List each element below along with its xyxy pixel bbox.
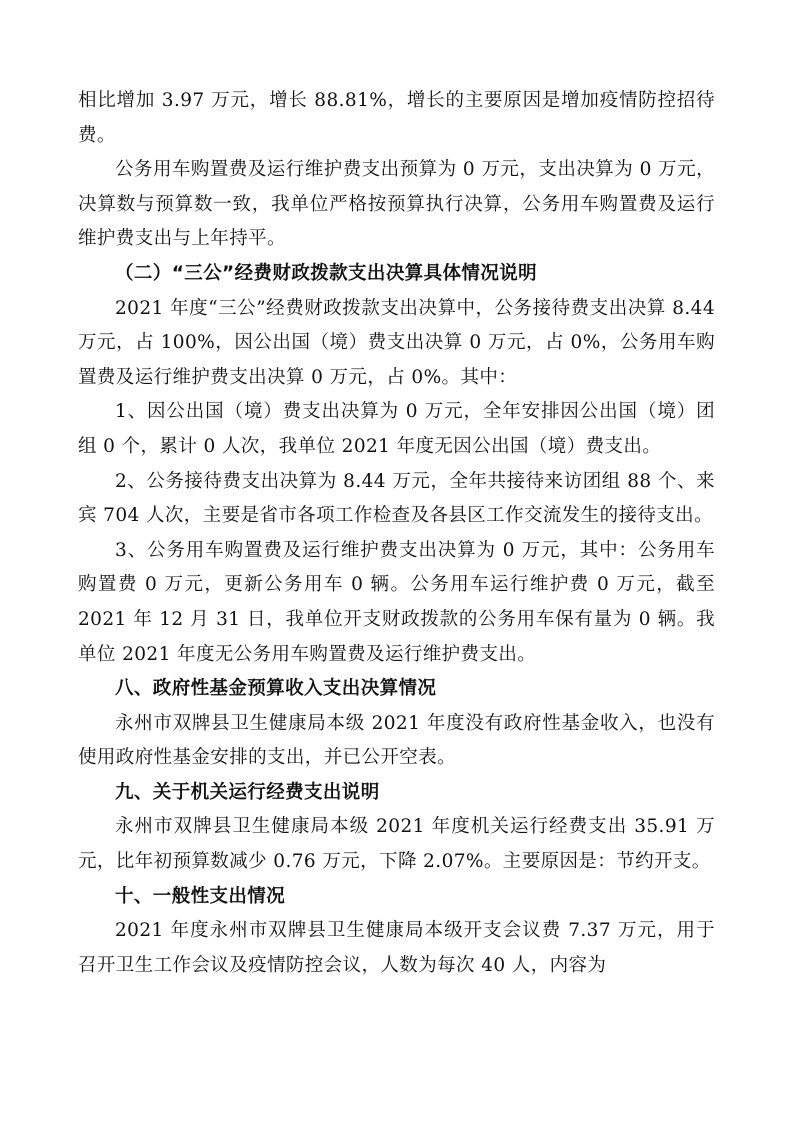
paragraph-government-fund: 永州市双牌县卫生健康局本级 2021 年度没有政府性基金收入，也没有使用政府性基金安排的支出，并已公开空表。: [78, 712, 715, 769]
paragraph-general-expenditure: 2021 年度永州市双牌县卫生健康局本级开支会议费 7.37 万元，用于召开卫生工作会议及疫情防控会议，人数为每次 40 人，内容为: [78, 920, 715, 976]
paragraph-official-vehicles: 3、公务用车购置费及运行维护费支出决算为 0 万元，其中：公务用车购置费 0 万元，更新公务用车 0 辆。公务用车运行维护费 0 万元，截至 2021 年 12 月 31 日，我单位开支财政拨款的公务用车保有量为 0 辆。我单位 2021 年度无公务用车购置费及运行维护费支出。: [78, 539, 715, 665]
paragraph-overseas-travel: 1、因公出国（境）费支出决算为 0 万元，全年安排因公出国（境）团组 0 个，累计 0 人次，我单位 2021 年度无因公出国（境）费支出。: [78, 401, 715, 457]
paragraph-operating-expenses: 永州市双牌县卫生健康局本级 2021 年度机关运行经费支出 35.91 万元，比年初预算数减少 0.76 万元，下降 2.07%。主要原因是：节约开支。: [78, 816, 715, 873]
section-heading-operating-expenses: 九、关于机关运行经费支出说明: [115, 781, 380, 803]
paragraph-reception-increase: 相比增加 3.97 万元，增长 88.81%，增长的主要原因是增加疫情防控招待费。: [78, 90, 715, 146]
paragraph-vehicle-budget: 公务用车购置费及运行维护费支出预算为 0 万元，支出决算为 0 万元，决算数与预算数一致，我单位严格按预算执行决算，公务用车购置费及运行维护费支出与上年持平。: [78, 159, 715, 250]
section-heading-three-public-details: （二）“三公”经费财政拨款支出决算具体情况说明: [115, 262, 538, 284]
section-heading-government-fund: 八、政府性基金预算收入支出决算情况: [115, 678, 437, 700]
section-heading-general-expenditure: 十、一般性支出情况: [115, 885, 286, 907]
paragraph-official-reception: 2、公务接待费支出决算为 8.44 万元，全年共接待来访团组 88 个、来宾 704 人次，主要是省市各项工作检查及各县区工作交流发生的接待支出。: [78, 470, 715, 527]
paragraph-three-public-summary: 2021 年度“三公”经费财政拨款支出决算中，公务接待费支出决算 8.44 万元，占 100%，因公出国（境）费支出决算 0 万元，占 0%，公务用车购置费及运行维护费支出决算 0 万元，占 0%。其中：: [78, 297, 715, 388]
